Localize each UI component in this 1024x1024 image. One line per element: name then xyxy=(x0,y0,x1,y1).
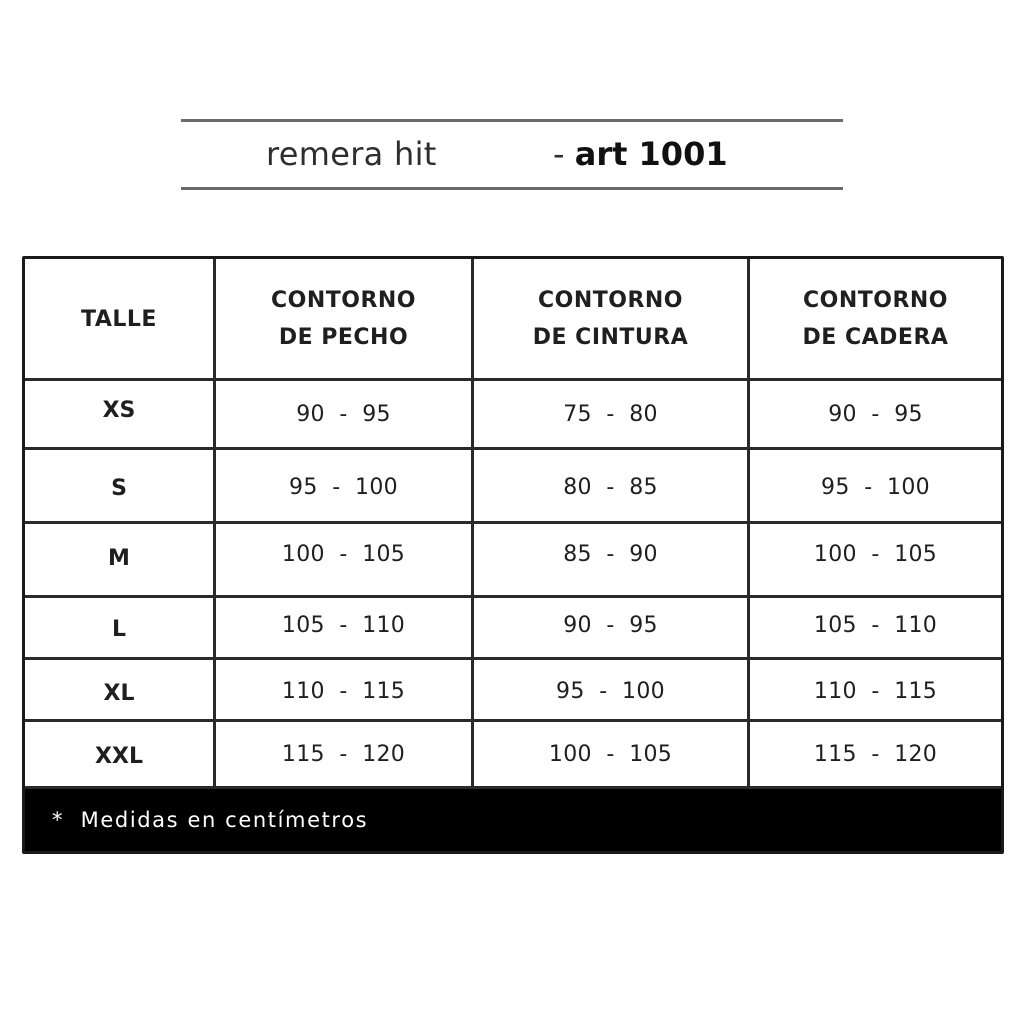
column-divider xyxy=(213,259,216,789)
footnote-bar: * Medidas en centímetros xyxy=(25,789,1001,851)
cadera-cell-l: 105 - 110 xyxy=(813,613,938,638)
cintura-cell-xl: 95 - 100 xyxy=(556,678,665,704)
cadera-cell-xl: 110 - 115 xyxy=(813,678,938,704)
pecho-cell-xxl: 115 - 120 xyxy=(281,741,406,767)
cadera-cell-xxl: 115 - 120 xyxy=(813,741,938,767)
header-cintura xyxy=(474,259,747,379)
product-name: remera hit xyxy=(266,135,437,173)
header-pecho-line2: DE PECHO xyxy=(278,325,409,350)
column-divider xyxy=(747,259,750,789)
row-divider xyxy=(25,595,1001,598)
cintura-cell-xs: 75 - 80 xyxy=(563,401,658,427)
header-talle-label: TALLE xyxy=(81,306,157,332)
cadera-cell-xs: 90 - 95 xyxy=(828,401,923,427)
cintura-cell-l: 90 - 95 xyxy=(563,613,658,638)
cadera-cell-s: 95 - 100 xyxy=(821,474,930,500)
size-cell-l: L xyxy=(111,617,127,642)
title-rule-top xyxy=(181,119,843,122)
size-cell-xl: XL xyxy=(103,681,135,706)
row-divider xyxy=(25,378,1001,381)
row-divider xyxy=(25,719,1001,722)
size-chart-table xyxy=(22,256,1004,854)
header-cadera-line1: CONTORNO xyxy=(802,288,949,313)
header-pecho-line1: CONTORNO xyxy=(270,288,417,313)
pecho-cell-s: 95 - 100 xyxy=(289,474,398,500)
size-cell-xxl: XXL xyxy=(95,744,143,769)
row-divider xyxy=(25,521,1001,524)
row-divider xyxy=(25,657,1001,660)
article-code xyxy=(553,134,728,174)
header-cadera-line2: DE CADERA xyxy=(802,325,949,350)
cadera-cell-m: 100 - 105 xyxy=(813,542,938,567)
pecho-cell-xs: 90 - 95 xyxy=(296,401,391,427)
title-rule-bottom xyxy=(181,187,843,190)
row-divider xyxy=(25,447,1001,450)
pecho-cell-m: 100 - 105 xyxy=(281,542,406,567)
column-divider xyxy=(471,259,474,789)
cintura-cell-s: 80 - 85 xyxy=(563,474,658,500)
size-cell-xs: XS xyxy=(102,398,136,423)
header-cintura-line2: DE CINTURA xyxy=(532,325,689,350)
pecho-cell-xl: 110 - 115 xyxy=(281,678,406,704)
cintura-cell-m: 85 - 90 xyxy=(563,542,658,567)
pecho-cell-l: 105 - 110 xyxy=(281,613,406,638)
article-number: art 1001 xyxy=(574,135,728,173)
title-dash: - xyxy=(553,135,575,173)
header-cadera xyxy=(750,259,1001,379)
header-pecho xyxy=(216,259,471,379)
size-cell-s: S xyxy=(111,475,127,501)
header-talle xyxy=(25,259,213,379)
header-cintura-line1: CONTORNO xyxy=(537,288,684,313)
cintura-cell-xxl: 100 - 105 xyxy=(548,741,673,767)
size-cell-m: M xyxy=(108,546,130,571)
